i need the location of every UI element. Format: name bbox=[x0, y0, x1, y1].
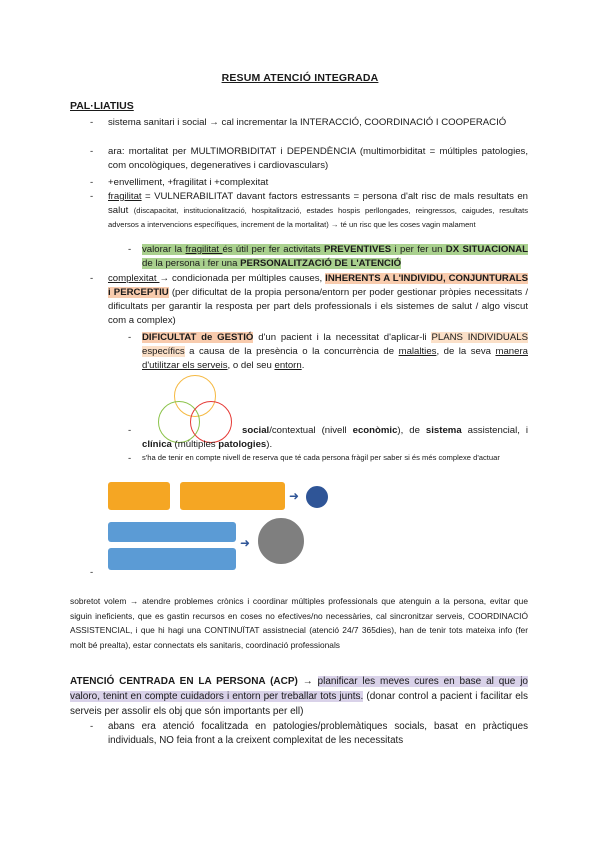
fragilitat-details: (discapacitat, institucionalització, hospitalització, estades hospis perllongades, reingressos, caigudes, resultats adversos a intervencions específiques, increment de la mortalitat) → té un risc que les coses vagin malament bbox=[108, 206, 528, 229]
bullet-dash: - bbox=[90, 117, 94, 128]
diagram-box bbox=[108, 548, 236, 570]
paragraph-coordination: sobretot volem → atendre problemes crònics i coordinar múltiples professionals que atenguin a la persona, evitar que siguin ineficients, que es gastin recursos en coses no efectives/no necessàries, cal sincronitzar serveis, COORDINACIÓ ASSISTENCIAL, i que hi hagi una CONTINUÏTAT assistnecial (atenció 24/7 365dies), han de tenir tots mateixa info (fer molt bé prealta), estar connectats els sanitaris, coordinació professionals bbox=[70, 596, 528, 650]
diagram-box bbox=[108, 522, 236, 542]
bullet-dash: - bbox=[90, 146, 94, 157]
bullet-dash: - bbox=[90, 567, 94, 578]
flow-diagram-image bbox=[108, 478, 338, 578]
diagram-box bbox=[180, 482, 285, 510]
sub-bullet-dificultat: DIFICULTAT de GESTIÓ d'un pacient i la necessitat d'aplicar-li PLANS INDIVIDUALS específics a causa de la presència o la concurrència de malalties, de la seva manera d'utilitzar els serveis, o del seu entorn. bbox=[142, 332, 528, 371]
bullet-text-3: +envelliment, +fragilitat i +complexitat bbox=[108, 177, 269, 188]
acp-bullet: abans era atenció focalitzada en patologies/problemàtiques socials, basat en pràctiques individuals, NO feia front a la creixent complexitat de les necessitats bbox=[108, 721, 528, 746]
fragilitat-definition: = VULNERABILITAT davant factors estressants = persona d'alt risc de mals resultats en salut bbox=[108, 191, 528, 216]
sub-bullet-fragilitat bbox=[142, 243, 528, 271]
diagram-node bbox=[306, 486, 328, 508]
sub-bullet-reserva: s'ha de tenir en compte nivell de reserva que té cada persona fràgil per saber si és més complexe d'actuar bbox=[142, 453, 500, 462]
bullet-text-fragilitat bbox=[108, 190, 528, 232]
bullet-dash: - bbox=[90, 273, 94, 284]
arrow-icon: ➜ bbox=[240, 536, 251, 550]
bullet-dash: - bbox=[90, 721, 94, 732]
bullet-dash: - bbox=[90, 177, 94, 188]
sub-bullet-dash: - bbox=[128, 332, 132, 343]
page-title: RESUM ATENCIÓ INTEGRADA bbox=[221, 72, 379, 84]
diagram-node bbox=[258, 518, 304, 564]
sub-bullet-dash: - bbox=[128, 244, 132, 255]
bullet-text-complexitat: complexitat → condicionada per múltiples causes, INHERENTS A L'INDIVIDU, CONJUNTURALS i PERCEPTIU (per dificultat de la propia persona/entorn per poder gestionar pròpies necessitats / dificultats per garantir la resposta per part dels professionals i els sistemes de salut / algo viscut com a complex) bbox=[108, 273, 529, 326]
bullet-text-2: ara: mortalitat per MULTIMORBIDITAT i DEPENDÈNCIA (multimorbiditat = múltiples patologies, com oncològiques, degeneratives i cardiovasculars) bbox=[108, 146, 528, 171]
diagram-box bbox=[108, 482, 170, 510]
sub-bullet-social: social/contextual (nivell econòmic), de sistema assistencial, i clínica (múltiples patologies). bbox=[142, 425, 528, 450]
bullet-dash: - bbox=[90, 191, 94, 202]
bullet-text-1: sistema sanitari i social → cal incrementar la INTERACCIÓ, COORDINACIÓ I COOPERACIÓ bbox=[108, 117, 507, 128]
acp-highlight: planificar les meves cures en base al que jo valoro, tenint en compte cuidadors i entorn per treballar tots junts. bbox=[70, 676, 528, 702]
paragraph-acp: ATENCIÓ CENTRADA EN LA PERSONA (ACP) → planificar les meves cures en base al que jo valoro, tenint en compte cuidadors i entorn per treballar tots junts. (donar control a pacient i facilitar els serveis per assolir els obj que són importants per ell) bbox=[70, 676, 529, 717]
sub-bullet-fragilitat-text: valorar la fragilitat és útil per fer activitats PREVENTIVES i per fer un DX SITUACIONAL de la persona i fer una PERSONALITZACIÓ DE L'ATENCIÓ bbox=[142, 244, 529, 269]
section-heading-palliatius: PAL·LIATIUS bbox=[70, 100, 134, 112]
sub-bullet-dash: - bbox=[128, 425, 132, 436]
term-complexitat: complexitat bbox=[108, 273, 160, 284]
complexitat-causes: INHERENTS A L'INDIVIDU, CONJUNTURALS i PERCEPTIU bbox=[108, 273, 529, 298]
arrow-icon: ➜ bbox=[289, 489, 300, 503]
sub-bullet-dash: - bbox=[128, 453, 132, 464]
acp-heading: ATENCIÓ CENTRADA EN LA PERSONA (ACP) bbox=[70, 676, 298, 687]
term-fragilitat: fragilitat bbox=[108, 191, 142, 202]
